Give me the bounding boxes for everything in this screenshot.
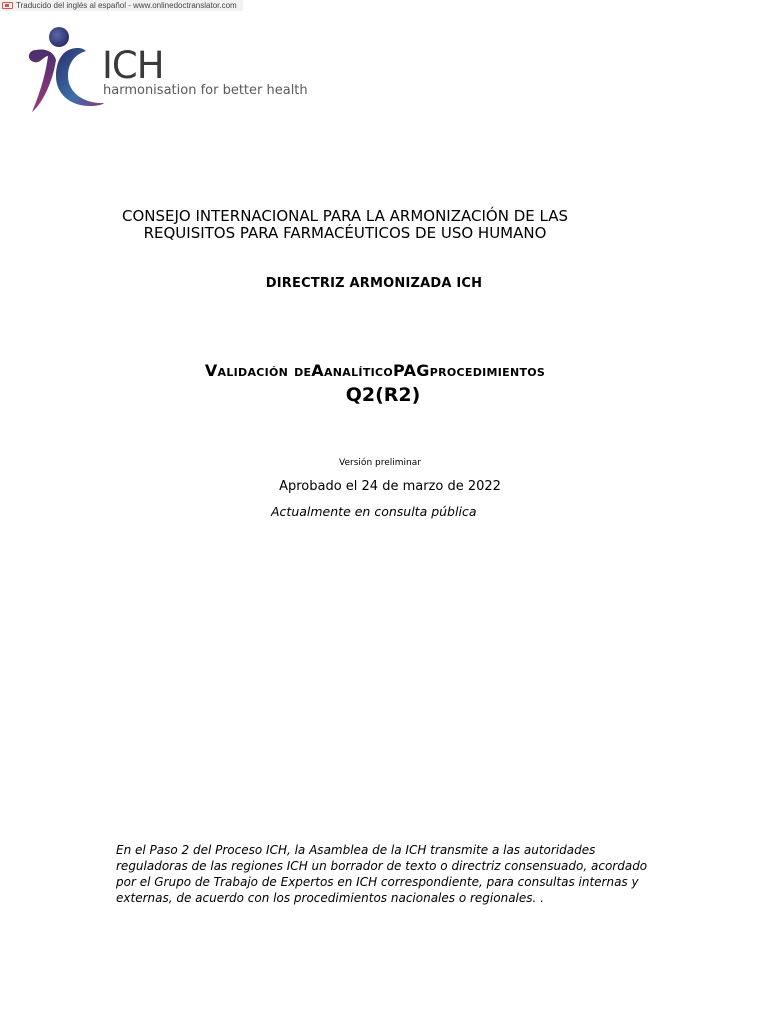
ich-logo <box>26 26 308 118</box>
translation-banner[interactable] <box>0 0 243 11</box>
translation-banner-text: Traducido del inglés al español - www.onlinedoctranslator.com <box>16 1 237 10</box>
council-line-2: REQUISITOS PARA FARMACÉUTICOS DE USO HUMANO <box>143 224 547 242</box>
approval-date: Aprobado el 24 de marzo de 2022 <box>279 479 501 494</box>
ich-wordmark: ICH <box>102 44 164 87</box>
translator-icon <box>2 2 13 9</box>
consultation-status: Actualmente en consulta pública <box>271 504 477 519</box>
ich-figure-icon <box>26 26 106 118</box>
council-heading <box>100 208 590 242</box>
process-footnote: En el Paso 2 del Proceso ICH, la Asamblea de la ICH transmite a las autoridades reguladoras de las regiones ICH un borrador de texto o directriz consensuado, acordado por el Grupo de Trabajo de Expertos en ICH correspondiente, para consultas internas y externas, de acuerdo con los procedimientos nacionales o regionales. . <box>116 843 648 905</box>
document-code: Q2(R2) <box>345 384 421 406</box>
version-label: Versión preliminar <box>339 458 421 468</box>
council-line-1: CONSEJO INTERNACIONAL PARA LA ARMONIZACIÓN DE LAS <box>122 207 568 225</box>
ich-tagline: harmonisation for better health <box>103 83 308 98</box>
document-title: Validación deAanalíticoPAGprocedimientos <box>204 361 546 380</box>
directive-heading: DIRECTRIZ ARMONIZADA ICH <box>265 276 483 291</box>
